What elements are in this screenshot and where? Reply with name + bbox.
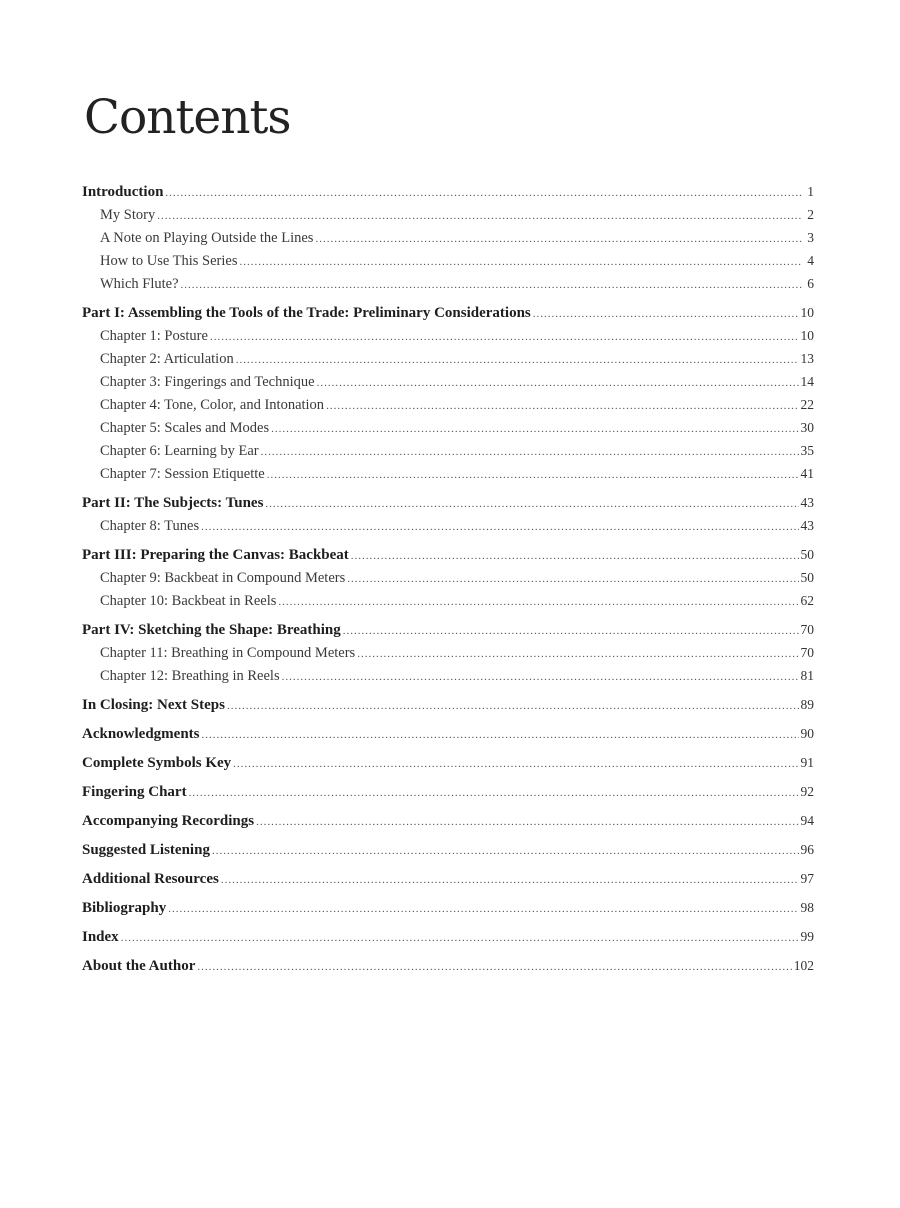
toc-subsection-entry[interactable] — [82, 439, 814, 462]
toc-section-entry[interactable] — [82, 693, 814, 716]
toc-section-entry[interactable] — [82, 543, 814, 566]
toc-page-number: 13 — [800, 351, 814, 366]
toc-entry-label: About the Author — [82, 958, 196, 974]
toc-subsection-entry[interactable] — [82, 203, 814, 226]
toc-page-number: 90 — [800, 726, 814, 741]
dot-leader — [121, 927, 799, 950]
dot-leader — [201, 516, 798, 539]
toc-section-entry[interactable] — [82, 867, 814, 890]
toc-page-number: 81 — [800, 668, 814, 683]
toc-entry-label: Chapter 6: Learning by Ear — [100, 443, 259, 459]
toc-entry-label: Suggested Listening — [82, 842, 210, 858]
toc-entry-label: A Note on Playing Outside the Lines — [100, 230, 314, 246]
toc-entry-label: Bibliography — [82, 900, 167, 916]
dot-leader — [267, 464, 799, 487]
toc-subsection-entry[interactable] — [82, 462, 814, 485]
toc-page-number: 41 — [800, 466, 814, 481]
toc-entry-label: Chapter 8: Tunes — [100, 518, 200, 534]
toc-entry-label: Complete Symbols Key — [82, 755, 232, 771]
toc-page-number: 102 — [793, 958, 814, 973]
toc-entry-label: In Closing: Next Steps — [82, 697, 225, 713]
toc-section-entry[interactable] — [82, 896, 814, 919]
toc-entry-label: Additional Resources — [82, 871, 219, 887]
toc-page-number: 4 — [807, 253, 814, 268]
toc-entry-label: Chapter 12: Breathing in Reels — [100, 668, 280, 684]
toc-section-entry[interactable] — [82, 722, 814, 745]
toc-entry-label: Accompanying Recordings — [82, 813, 255, 829]
dot-leader — [189, 782, 799, 805]
toc-section-entry[interactable] — [82, 925, 814, 948]
toc-subsection-entry[interactable] — [82, 347, 814, 370]
dot-leader — [533, 303, 799, 326]
dot-leader — [202, 724, 799, 747]
toc-entry-label: Which Flute? — [100, 276, 179, 292]
toc-page-number: 91 — [800, 755, 814, 770]
toc-section-entry[interactable] — [82, 954, 814, 977]
toc-section-entry[interactable] — [82, 301, 814, 324]
toc-subsection-entry[interactable] — [82, 249, 814, 272]
dot-leader — [357, 643, 798, 666]
dot-leader — [227, 695, 799, 718]
toc-subsection-entry[interactable] — [82, 416, 814, 439]
dot-leader — [347, 568, 798, 591]
toc-subsection-entry[interactable] — [82, 664, 814, 687]
toc-page-number: 70 — [800, 622, 814, 637]
toc-section-entry[interactable] — [82, 838, 814, 861]
toc-entry-label: Chapter 4: Tone, Color, and Intonation — [100, 397, 325, 413]
toc-entry-label: How to Use This Series — [100, 253, 238, 269]
toc-page-number: 3 — [807, 230, 814, 245]
dot-leader — [261, 441, 799, 464]
toc-page-number: 89 — [800, 697, 814, 712]
toc-subsection-entry[interactable] — [82, 370, 814, 393]
dot-leader — [210, 326, 799, 349]
toc-subsection-entry[interactable] — [82, 324, 814, 347]
toc-page-number: 22 — [800, 397, 814, 412]
dot-leader — [265, 493, 798, 516]
dot-leader — [212, 840, 799, 863]
toc-entry-label: Part III: Preparing the Canvas: Backbeat — [82, 547, 349, 563]
table-of-contents — [82, 180, 814, 977]
toc-subsection-entry[interactable] — [82, 566, 814, 589]
toc-entry-label: Index — [82, 929, 119, 945]
dot-leader — [157, 205, 802, 228]
toc-page-number: 50 — [800, 570, 814, 585]
dot-leader — [197, 956, 791, 979]
dot-leader — [317, 372, 799, 395]
toc-entry-label: Fingering Chart — [82, 784, 187, 800]
toc-section-entry[interactable] — [82, 809, 814, 832]
toc-page-number: 99 — [800, 929, 814, 944]
toc-entry-label: Part I: Assembling the Tools of the Trade: Preliminary Considerations — [82, 305, 531, 321]
dot-leader — [181, 274, 802, 297]
toc-entry-label: Chapter 7: Session Etiquette — [100, 466, 265, 482]
toc-entry-label: Introduction — [82, 184, 164, 200]
dot-leader — [165, 182, 802, 205]
dot-leader — [236, 349, 799, 372]
dot-leader — [256, 811, 798, 834]
toc-page-number: 6 — [807, 276, 814, 291]
toc-subsection-entry[interactable] — [82, 272, 814, 295]
dot-leader — [343, 620, 799, 643]
dot-leader — [282, 666, 799, 689]
toc-page-number: 62 — [800, 593, 814, 608]
toc-page-number: 30 — [800, 420, 814, 435]
toc-entry-label: My Story — [100, 207, 156, 223]
page-title: Contents — [84, 90, 291, 145]
toc-page-number: 1 — [807, 184, 814, 199]
toc-page-number: 43 — [800, 495, 814, 510]
dot-leader — [239, 251, 802, 274]
dot-leader — [168, 898, 798, 921]
dot-leader — [278, 591, 798, 614]
toc-subsection-entry[interactable] — [82, 226, 814, 249]
toc-entry-label: Chapter 10: Backbeat in Reels — [100, 593, 277, 609]
dot-leader — [271, 418, 798, 441]
toc-entry-label: Chapter 9: Backbeat in Compound Meters — [100, 570, 346, 586]
toc-page-number: 35 — [800, 443, 814, 458]
toc-section-entry[interactable] — [82, 780, 814, 803]
toc-entry-label: Part IV: Sketching the Shape: Breathing — [82, 622, 341, 638]
dot-leader — [351, 545, 799, 568]
toc-page-number: 70 — [800, 645, 814, 660]
toc-entry-label: Chapter 11: Breathing in Compound Meters — [100, 645, 356, 661]
dot-leader — [221, 869, 799, 892]
toc-entry-label: Chapter 5: Scales and Modes — [100, 420, 270, 436]
toc-subsection-entry[interactable] — [82, 641, 814, 664]
toc-section-entry[interactable] — [82, 180, 814, 203]
toc-entry-label: Part II: The Subjects: Tunes — [82, 495, 264, 511]
toc-subsection-entry[interactable] — [82, 589, 814, 612]
toc-page-number: 92 — [800, 784, 814, 799]
toc-page-number: 50 — [800, 547, 814, 562]
toc-section-entry[interactable] — [82, 751, 814, 774]
toc-entry-label: Chapter 3: Fingerings and Technique — [100, 374, 315, 390]
toc-subsection-entry[interactable] — [82, 393, 814, 416]
toc-entry-label: Chapter 1: Posture — [100, 328, 208, 344]
toc-page-number: 98 — [800, 900, 814, 915]
dot-leader — [315, 228, 802, 251]
toc-page-number: 97 — [800, 871, 814, 886]
toc-entry-label: Acknowledgments — [82, 726, 200, 742]
toc-page-number: 2 — [807, 207, 814, 222]
dot-leader — [326, 395, 798, 418]
toc-page-number: 43 — [800, 518, 814, 533]
toc-entry-label: Chapter 2: Articulation — [100, 351, 234, 367]
toc-section-entry[interactable] — [82, 491, 814, 514]
toc-page-number: 94 — [800, 813, 814, 828]
toc-page-number: 10 — [800, 305, 814, 320]
dot-leader — [233, 753, 798, 776]
toc-page-number: 96 — [800, 842, 814, 857]
toc-section-entry[interactable] — [82, 618, 814, 641]
toc-subsection-entry[interactable] — [82, 514, 814, 537]
toc-page-number: 14 — [800, 374, 814, 389]
toc-page-number: 10 — [800, 328, 814, 343]
